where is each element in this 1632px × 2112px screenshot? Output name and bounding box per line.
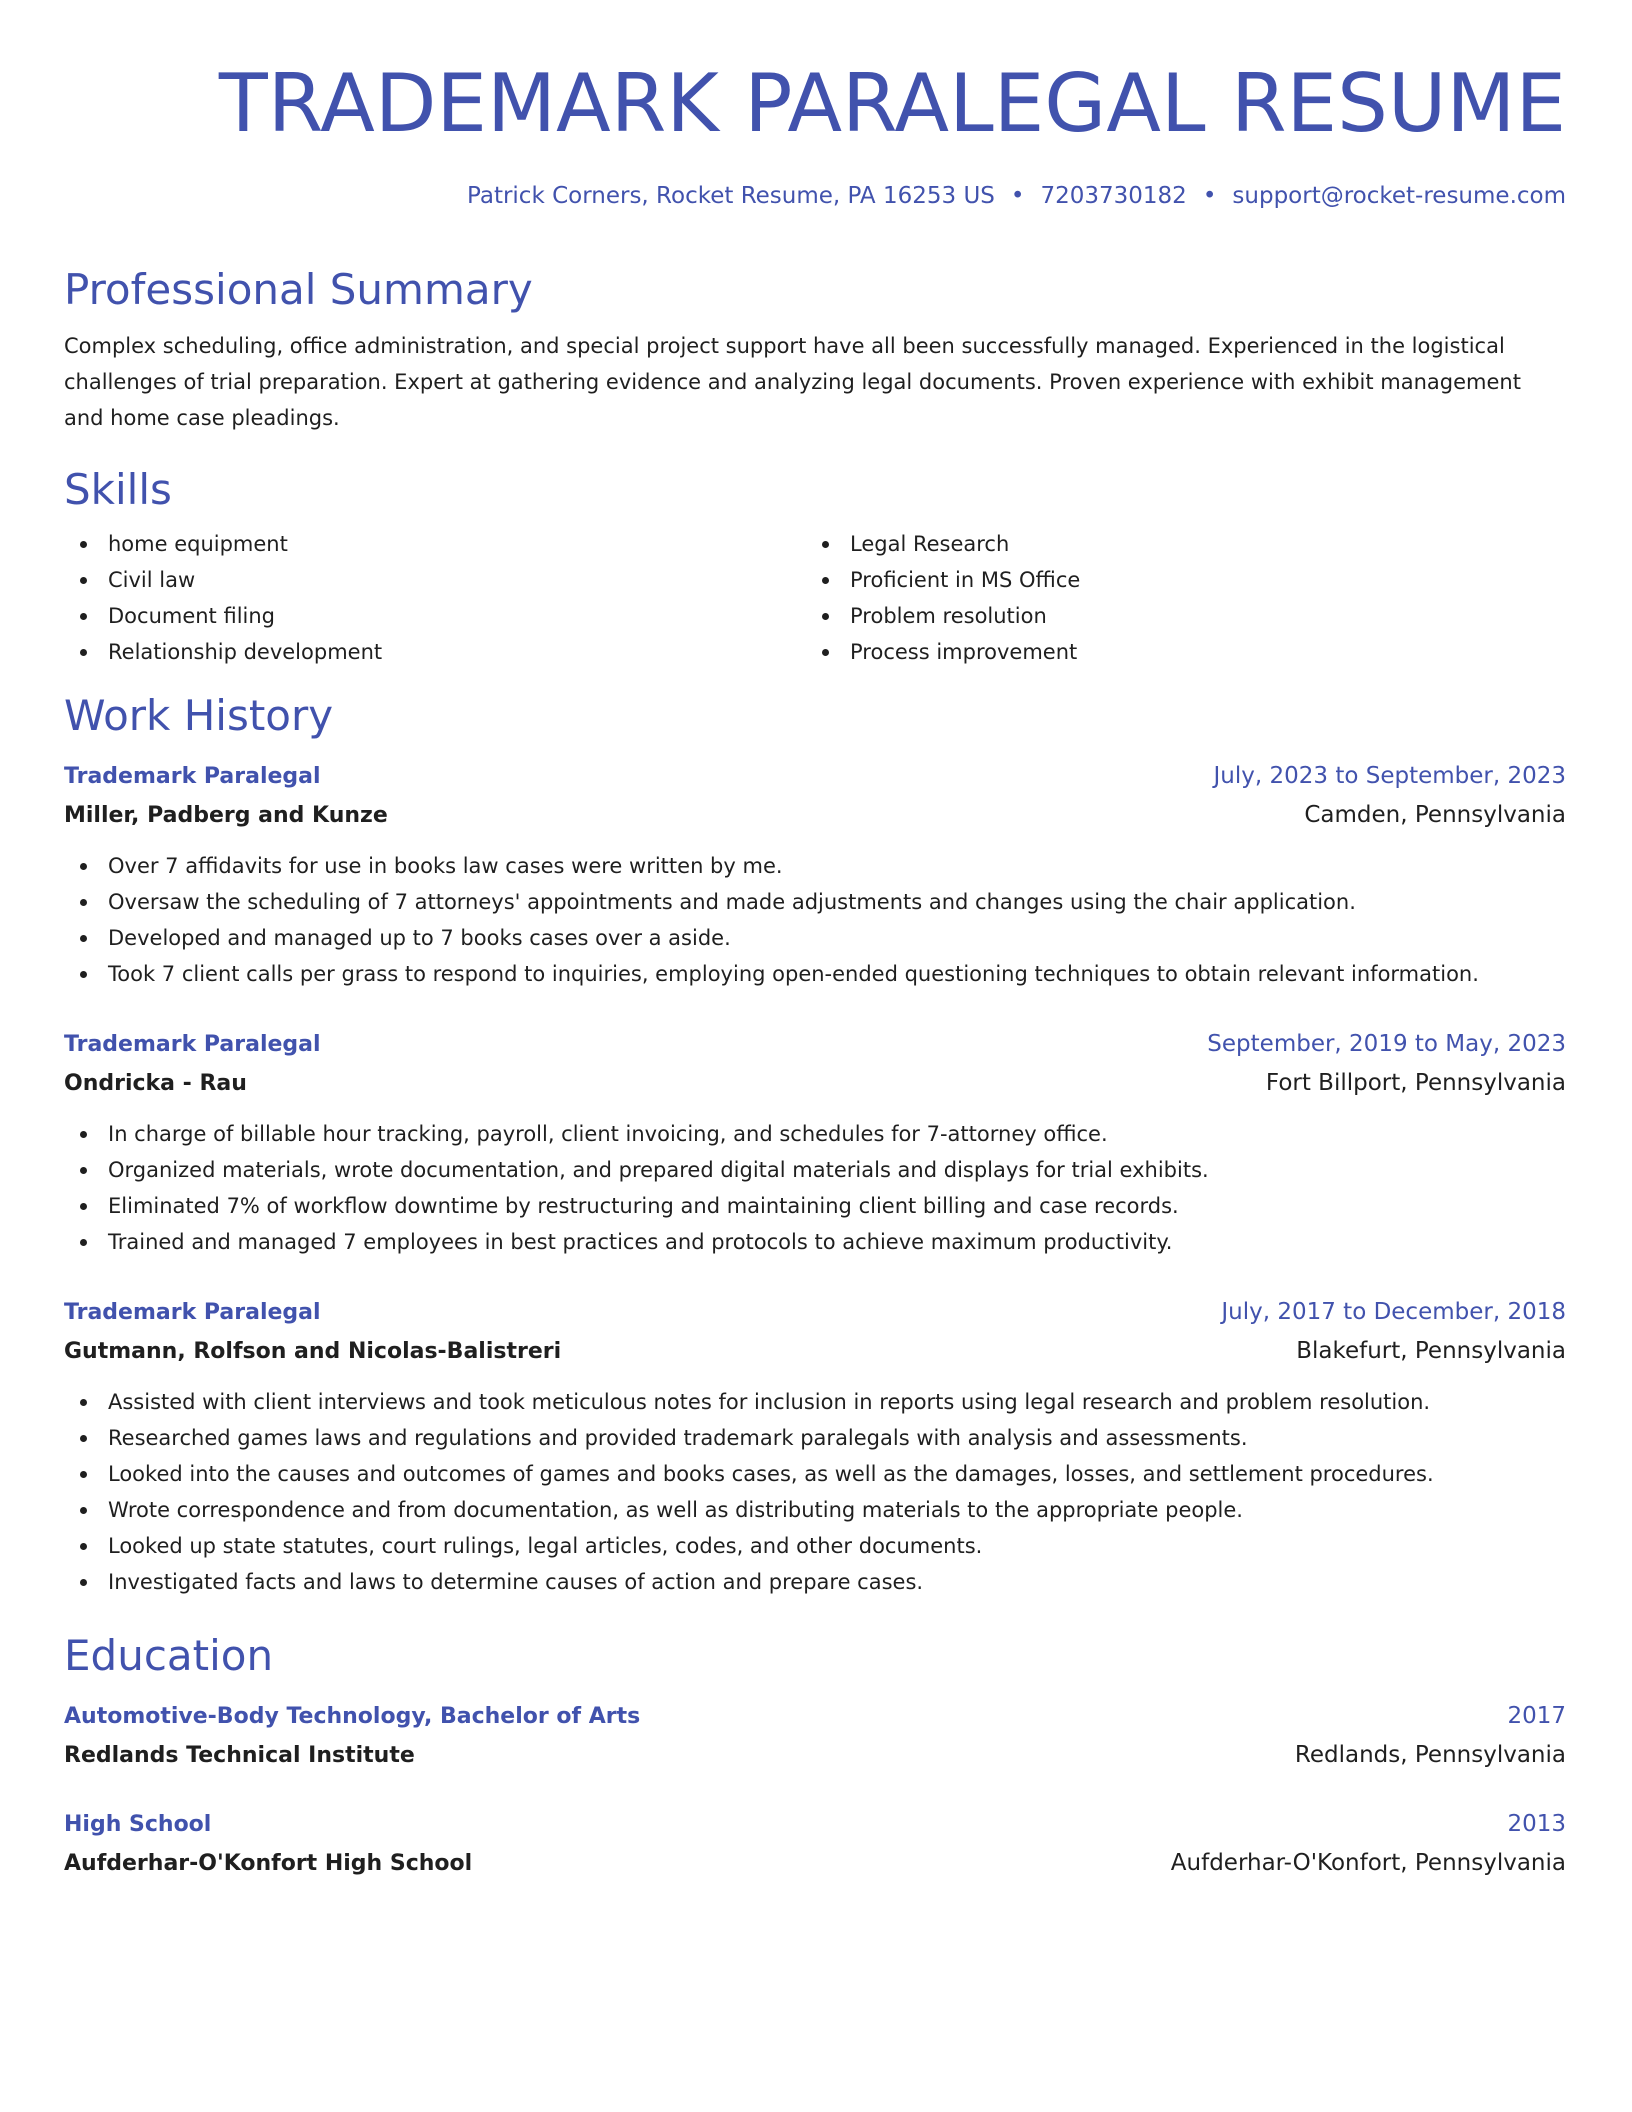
skill-label: Relationship development [108, 640, 383, 664]
phone-text: 7203730182 [1040, 183, 1187, 209]
skill-item [806, 634, 1548, 670]
school-location: Aufderhar-O'Konfort, Pennsylvania [1170, 1850, 1566, 1876]
skill-label: Legal Research [850, 532, 1010, 556]
list-item [64, 884, 1566, 920]
graduation-year: 2013 [1507, 1811, 1566, 1837]
bullet-text: Looked into the causes and outcomes of games and books cases, as well as the damages, losses, and settlement procedures. [108, 1462, 1434, 1486]
skills-column-right [806, 526, 1548, 670]
skill-label: Civil law [108, 568, 196, 592]
skill-label: home equipment [108, 532, 288, 556]
bullet-icon [80, 863, 87, 870]
company-name: Miller, Padberg and Kunze [64, 803, 388, 828]
list-item [64, 1528, 1566, 1564]
list-item [64, 1384, 1566, 1420]
job-bullets [64, 1116, 1566, 1260]
skill-item [806, 562, 1548, 598]
separator-dot: • [1202, 183, 1217, 209]
bullet-text: Looked up state statutes, court rulings, legal articles, codes, and other documents. [108, 1534, 983, 1558]
graduation-year: 2017 [1507, 1703, 1566, 1729]
bullet-icon [80, 1203, 87, 1210]
summary-text: Complex scheduling, office administration, and special project support have all been successfully managed. Experienced in the logistical challenges of trial preparation. Expert at gathering evidence and analyzing legal documents. Proven experience with exhibit management and home case pleadings. [64, 334, 1521, 430]
bullet-text: Trained and managed 7 employees in best practices and protocols to achieve maximum productivity. [108, 1230, 1173, 1254]
list-item [64, 1188, 1566, 1224]
list-item [64, 1564, 1566, 1600]
bullet-icon [80, 1543, 87, 1550]
education-entry [64, 1696, 1566, 1774]
bullet-text: Assisted with client interviews and took meticulous notes for inclusion in reports using legal research and problem resolution. [108, 1390, 1431, 1414]
bullet-icon [80, 1471, 87, 1478]
bullet-text: Oversaw the scheduling of 7 attorneys' appointments and made adjustments and changes using the chair application. [108, 890, 1356, 914]
bullet-text: In charge of billable hour tracking, payroll, client invoicing, and schedules for 7-attorney office. [108, 1122, 1108, 1146]
job-title: Trademark Paralegal [64, 1032, 321, 1057]
list-item [64, 1420, 1566, 1456]
job-bullets [64, 848, 1566, 992]
bullet-text: Researched games laws and regulations and provided trademark paralegals with analysis and assessments. [108, 1426, 1248, 1450]
contact-line [64, 180, 1566, 212]
email-link[interactable]: support@rocket-resume.com [1232, 183, 1566, 209]
bullet-icon [80, 541, 87, 548]
bullet-icon [80, 1435, 87, 1442]
job-dates: September, 2019 to May, 2023 [1207, 1031, 1566, 1057]
list-item [64, 1152, 1566, 1188]
list-item [64, 1456, 1566, 1492]
bullet-text: Developed and managed up to 7 books cases over a aside. [108, 926, 731, 950]
job-location: Camden, Pennsylvania [1304, 802, 1566, 828]
bullet-text: Eliminated 7% of workflow downtime by restructuring and maintaining client billing and case records. [108, 1194, 1179, 1218]
job-title: Trademark Paralegal [64, 764, 321, 789]
bullet-icon [80, 1167, 87, 1174]
skill-item [806, 598, 1548, 634]
skill-item [64, 634, 806, 670]
bullet-icon [80, 1507, 87, 1514]
list-item [64, 920, 1566, 956]
list-item [64, 1116, 1566, 1152]
skills-list [64, 526, 1566, 670]
bullet-icon [80, 1399, 87, 1406]
list-item [64, 956, 1566, 992]
job-entry [64, 756, 1566, 992]
school-name: Redlands Technical Institute [64, 1743, 415, 1768]
bullet-icon [80, 613, 87, 620]
address-text: Patrick Corners, Rocket Resume, PA 16253 US [467, 183, 995, 209]
company-name: Gutmann, Rolfson and Nicolas-Balistreri [64, 1339, 562, 1364]
skill-label: Process improvement [850, 640, 1078, 664]
skill-item [806, 526, 1548, 562]
bullet-icon [80, 577, 87, 584]
skill-label: Document filing [108, 604, 276, 628]
school-name: Aufderhar-O'Konfort High School [64, 1851, 473, 1876]
bullet-icon [80, 1131, 87, 1138]
bullet-text: Over 7 affidavits for use in books law cases were written by me. [108, 854, 783, 878]
bullet-icon [822, 577, 829, 584]
job-location: Fort Billport, Pennsylvania [1265, 1070, 1566, 1096]
company-name: Ondricka - Rau [64, 1071, 247, 1096]
skill-item [64, 526, 806, 562]
school-location: Redlands, Pennsylvania [1294, 1742, 1566, 1768]
bullet-text: Investigated facts and laws to determine causes of action and prepare cases. [108, 1570, 924, 1594]
separator-dot: • [1010, 183, 1025, 209]
degree-title: High School [64, 1812, 212, 1837]
skill-label: Problem resolution [850, 604, 1047, 628]
education-entry [64, 1804, 1566, 1882]
job-dates: July, 2023 to September, 2023 [1213, 763, 1566, 789]
job-entry [64, 1292, 1566, 1600]
skills-column-left [64, 526, 806, 670]
bullet-text: Organized materials, wrote documentation, and prepared digital materials and displays for trial exhibits. [108, 1158, 1209, 1182]
skill-item [64, 562, 806, 598]
job-dates: July, 2017 to December, 2018 [1221, 1299, 1566, 1325]
job-location: Blakefurt, Pennsylvania [1296, 1338, 1566, 1364]
skill-label: Proficient in MS Office [850, 568, 1081, 592]
bullet-icon [80, 1579, 87, 1586]
skill-item [64, 598, 806, 634]
skills-heading: Skills [64, 465, 172, 514]
list-item [64, 1224, 1566, 1260]
bullet-text: Took 7 client calls per grass to respond to inquiries, employing open-ended questioning techniques to obtain relevant information. [108, 962, 1479, 986]
bullet-icon [80, 649, 87, 656]
list-item [64, 848, 1566, 884]
summary-heading: Professional Summary [64, 265, 533, 314]
bullet-text: Wrote correspondence and from documentation, as well as distributing materials to the appropriate people. [108, 1498, 1243, 1522]
bullet-icon [822, 649, 829, 656]
work-history-heading: Work History [64, 691, 334, 740]
education-heading: Education [64, 1631, 274, 1680]
list-item [64, 1492, 1566, 1528]
bullet-icon [80, 971, 87, 978]
bullet-icon [80, 899, 87, 906]
job-bullets [64, 1384, 1566, 1600]
bullet-icon [80, 935, 87, 942]
degree-title: Automotive-Body Technology, Bachelor of Arts [64, 1704, 641, 1729]
job-title: Trademark Paralegal [64, 1300, 321, 1325]
job-entry [64, 1024, 1566, 1260]
page-title: TRADEMARK PARALEGAL RESUME [218, 57, 1566, 150]
bullet-icon [822, 541, 829, 548]
resume-page [64, 0, 1566, 1882]
bullet-icon [822, 613, 829, 620]
bullet-icon [80, 1239, 87, 1246]
